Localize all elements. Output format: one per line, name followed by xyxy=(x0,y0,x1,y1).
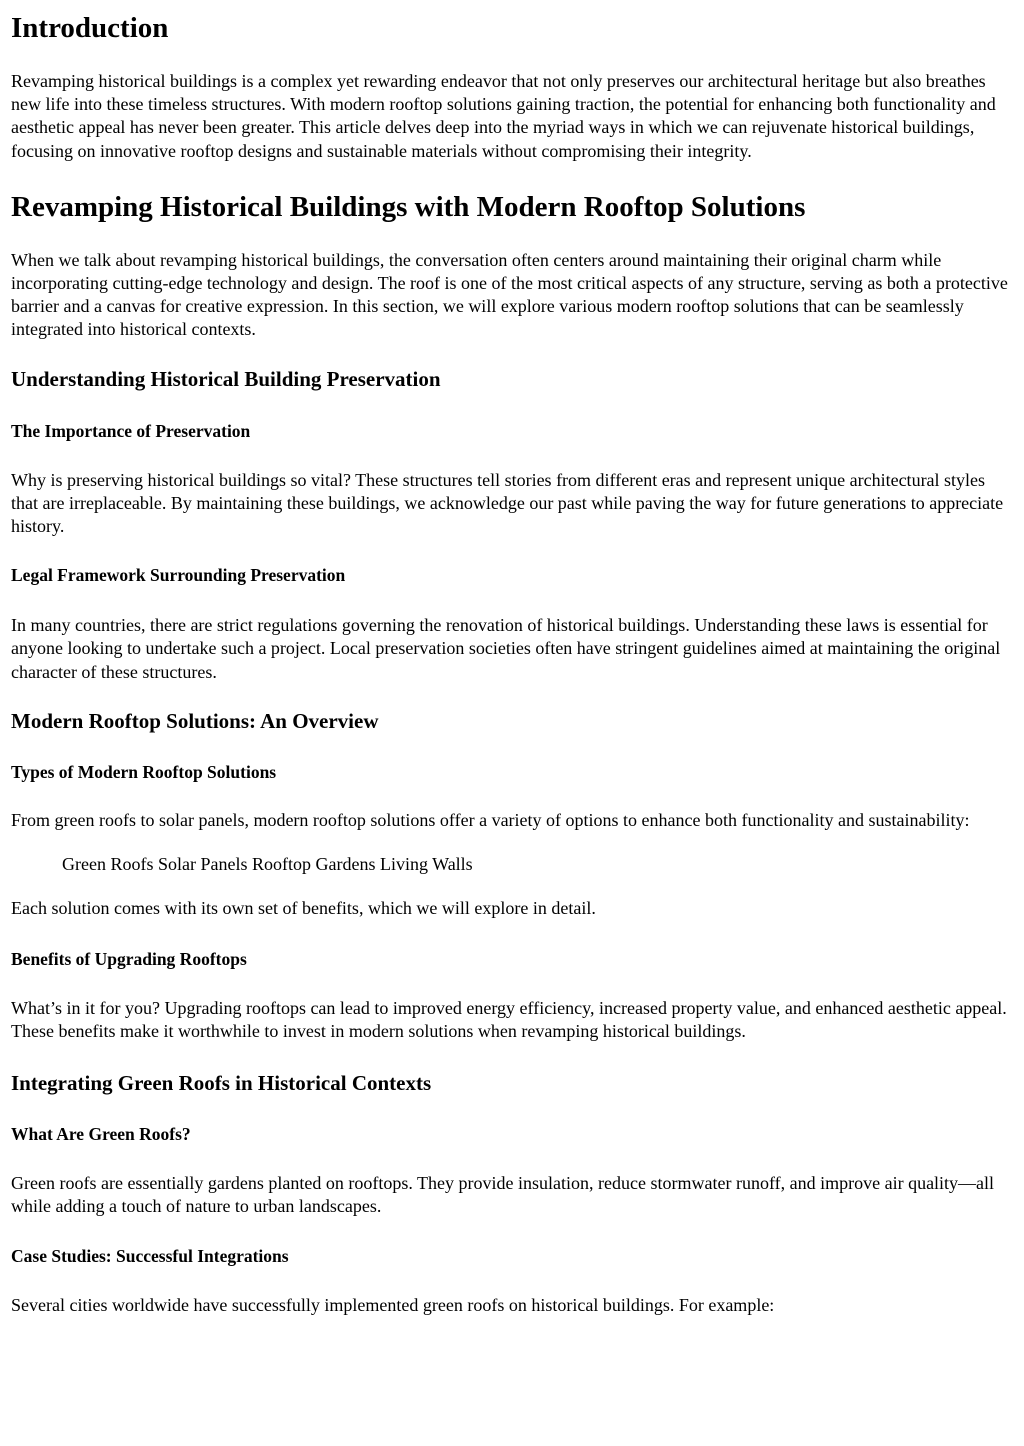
main-heading: Revamping Historical Buildings with Modern Rooftop Solutions xyxy=(11,190,806,223)
list-item: Rooftop Gardens xyxy=(251,854,376,875)
list-item: Solar Panels xyxy=(157,854,248,875)
legal-heading: Legal Framework Surrounding Preservation xyxy=(11,565,346,586)
types-after-paragraph: Each solution comes with its own set of benefits, which we will explore in detail. xyxy=(11,898,596,919)
intro-heading: Introduction xyxy=(11,12,169,44)
benefits-paragraph: What’s in it for you? Upgrading rooftops can lead to improved energy efficiency, increased property value, and enhanced aesthetic appeal. These benefits make it worthwhile to invest in modern solutions when revamping historical buildings. xyxy=(11,998,1007,1042)
importance-paragraph: Why is preserving historical buildings so vital? These structures tell stories from different eras and represent unique architectural styles that are irreplaceable. By maintaining these buildings, we acknowledge our past while paving the way for future generations to appreciate history. xyxy=(11,469,1004,537)
list-item: Living Walls xyxy=(379,854,473,875)
what-green-roofs-paragraph: Green roofs are essentially gardens planted on rooftops. They provide insulation, reduce stormwater runoff, and improve air quality—all while adding a touch of nature to urban landscapes. xyxy=(11,1172,995,1216)
types-paragraph: From green roofs to solar panels, modern rooftop solutions offer a variety of options to enhance both functionality and sustainability: xyxy=(11,809,970,830)
solutions-list xyxy=(11,853,1014,876)
types-heading: Types of Modern Rooftop Solutions xyxy=(11,761,277,782)
main-paragraph: When we talk about revamping historical buildings, the conversation often centers around maintaining their original charm while incorporating cutting-edge technology and design. The roof is one of the most critical aspects of any structure, serving as both a protective barrier and a canvas for creative expression. In this section, we will explore various modern rooftop solutions that can be seamlessly integrated into historical contexts. xyxy=(11,249,1008,340)
benefits-heading: Benefits of Upgrading Rooftops xyxy=(11,949,247,970)
what-green-roofs-heading: What Are Green Roofs? xyxy=(11,1123,191,1144)
preservation-heading: Understanding Historical Building Preservation xyxy=(11,366,441,391)
case-studies-heading: Case Studies: Successful Integrations xyxy=(11,1246,289,1267)
list-item: Green Roofs xyxy=(62,854,154,875)
case-studies-paragraph: Several cities worldwide have successfully implemented green roofs on historical buildings. For example: xyxy=(11,1295,775,1316)
intro-paragraph: Revamping historical buildings is a complex yet rewarding endeavor that not only preserves our architectural heritage but also breathes new life into these timeless structures. With modern rooftop solutions gaining traction, the potential for enhancing both functionality and aesthetic appeal has never been greater. This article delves deep into the myriad ways in which we can rejuvenate historical buildings, focusing on innovative rooftop designs and sustainable materials without compromising their integrity. xyxy=(11,71,996,161)
importance-heading: The Importance of Preservation xyxy=(11,420,251,441)
overview-heading: Modern Rooftop Solutions: An Overview xyxy=(11,708,379,733)
green-roofs-heading: Integrating Green Roofs in Historical Contexts xyxy=(11,1070,432,1095)
legal-paragraph: In many countries, there are strict regulations governing the renovation of historical buildings. Understanding these laws is essential for anyone looking to undertake such a project. Local preservation societies often have stringent guidelines aimed at maintaining the original character of these structures. xyxy=(11,615,1001,682)
